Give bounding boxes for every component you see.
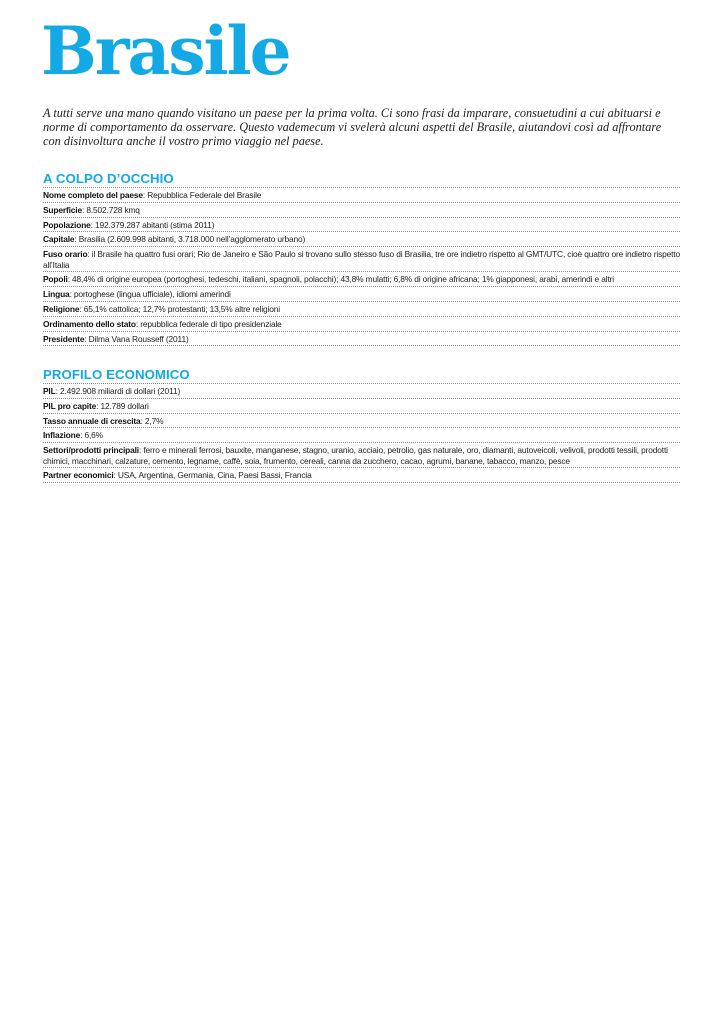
- economy-value: : 2,7%: [140, 415, 164, 426]
- fact-value: : 192.379.287 abitanti (stima 2011): [90, 219, 215, 230]
- economy-row: [43, 428, 680, 443]
- economy-label: Inflazione: [43, 430, 81, 441]
- fact-row: [43, 317, 680, 332]
- fact-row: [43, 232, 680, 247]
- fact-value: : 48,4% di origine europea (portoghesi, tedeschi, italiani, spagnoli, polacchi); 43,8% mulatti; 6,8% di origine africana; 1% giapponesi, arabi, amerindi e altri: [67, 274, 614, 285]
- fact-value: : repubblica federale di tipo presidenziale: [135, 318, 282, 329]
- page-title: Brasile: [41, 12, 290, 90]
- fact-row: [43, 247, 680, 272]
- economy-label: Settori/prodotti principali: [43, 445, 139, 456]
- fact-value: : il Brasile ha quattro fusi orari; Rio de Janeiro e São Paulo si trovano sullo stesso fuso di Brasilia, tre ore indietro rispetto al GMT/UTC, cioè quattro ore indietro rispetto all’Italia: [43, 249, 680, 270]
- economy-value: : 6,6%: [80, 430, 103, 441]
- economy-value: : 12.789 dollari: [96, 400, 149, 411]
- section-heading-profilo-economico: PROFILO ECONOMICO: [43, 367, 190, 382]
- economy-row: [43, 443, 680, 468]
- economy-label: Tasso annuale di crescita: [43, 415, 141, 426]
- fact-label: Religione: [43, 303, 80, 314]
- fact-label: Capitale: [43, 234, 75, 245]
- fact-row: [43, 188, 680, 203]
- section-colpo-occhio: [43, 171, 680, 346]
- fact-label: Superficie: [43, 204, 82, 215]
- economy-value: : USA, Argentina, Germania, Cina, Paesi Bassi, Francia: [113, 470, 312, 481]
- economy-label: PIL pro capite: [43, 400, 97, 411]
- intro-paragraph: A tutti serve una mano quando visitano un paese per la prima volta. Ci sono frasi da imparare, consuetudini a cui abituarsi e norme di comportamento da osservare. Questo vademecum vi svelerà alcuni aspetti del Brasile, aiutandovi così ad affrontare con disinvoltura anche il vostro primo viaggio nel paese.: [43, 106, 662, 149]
- fact-row: [43, 287, 680, 302]
- economy-value: : ferro e minerali ferrosi, bauxite, manganese, stagno, uranio, acciaio, petrolio, gas naturale, oro, diamanti, autoveicoli, velivoli, prodotti tessili, prodotti chimici, macchinari, calzature, cemento, legname, caffè, soia, frumento, cereali, canna da zucchero, cacao, agrumi, banane, tabacco, manzo, pesce: [43, 445, 668, 466]
- fact-label: Popolazione: [43, 219, 91, 230]
- fact-value: : 65,1% cattolica; 12,7% protestanti; 13,5% altre religioni: [79, 303, 280, 314]
- fact-label: Fuso orario: [43, 249, 88, 260]
- fact-value: : Repubblica Federale del Brasile: [142, 190, 262, 200]
- economy-value: : 2.492.908 miliardi di dollari (2011): [55, 386, 181, 396]
- fact-value: : portoghese (lingua ufficiale), idiomi amerindi: [69, 289, 231, 300]
- facts-list: [43, 187, 680, 346]
- economy-list: [43, 383, 680, 483]
- fact-row: [43, 272, 680, 287]
- economy-row: [43, 384, 680, 399]
- fact-label: Lingua: [43, 289, 70, 300]
- section-profilo-economico: [43, 367, 680, 483]
- fact-row: [43, 302, 680, 317]
- economy-row: [43, 414, 680, 429]
- fact-row: [43, 332, 680, 347]
- fact-row: [43, 218, 680, 233]
- economy-label: PIL: [43, 386, 56, 396]
- fact-label: Nome completo del paese: [43, 190, 143, 200]
- section-heading-colpo-occhio: A COLPO D’OCCHIO: [43, 171, 174, 186]
- fact-value: : Dilma Vana Rousseff (2011): [84, 333, 189, 344]
- economy-label: Partner economici: [43, 470, 114, 481]
- fact-row: [43, 203, 680, 218]
- fact-label: Ordinamento dello stato: [43, 318, 136, 329]
- fact-label: Presidente: [43, 333, 85, 344]
- economy-row: [43, 468, 680, 483]
- fact-value: : 8.502.728 kmq: [82, 204, 140, 215]
- fact-value: : Brasilia (2.609.998 abitanti, 3.718.000 nell’agglomerato urbano): [74, 234, 306, 245]
- economy-row: [43, 399, 680, 414]
- fact-label: Popoli: [43, 274, 68, 285]
